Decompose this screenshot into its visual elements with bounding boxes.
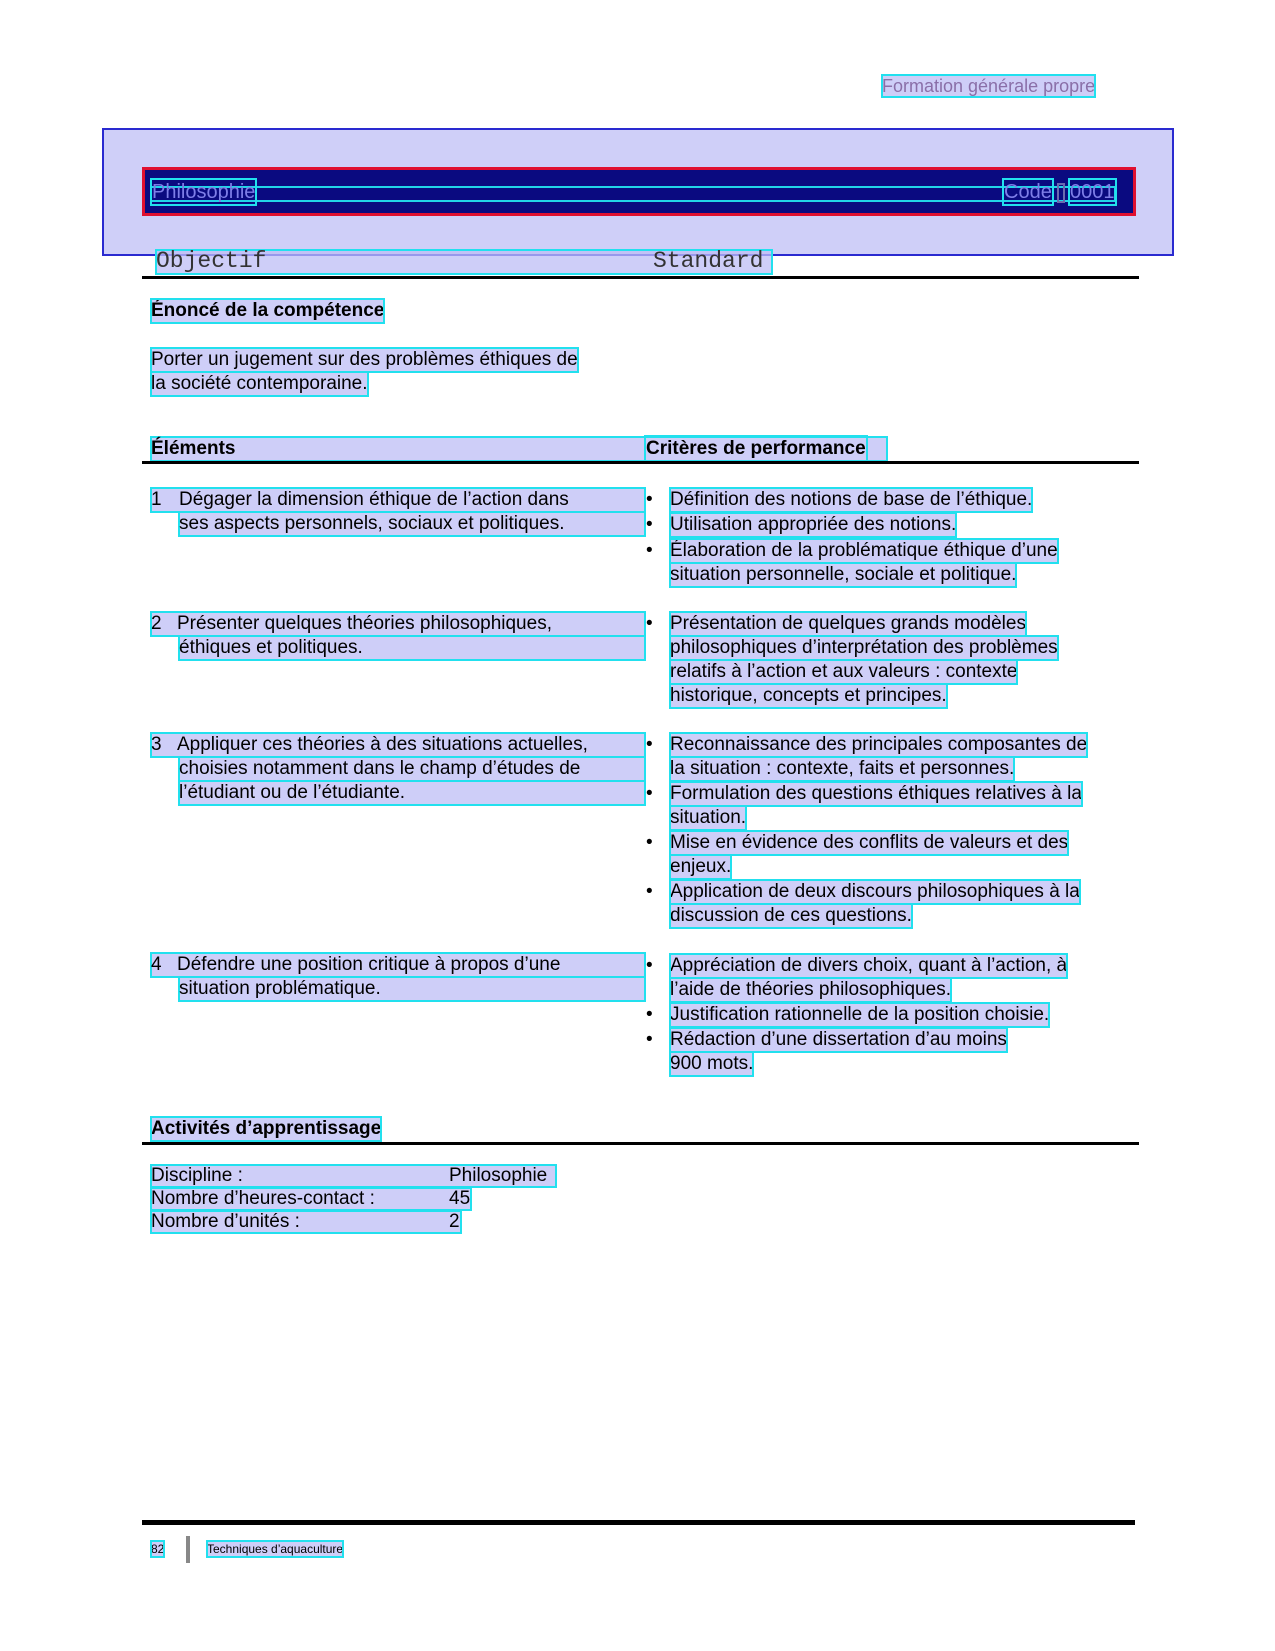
- element-3-number: 3: [151, 734, 162, 755]
- bullet-3-4: •: [646, 881, 653, 902]
- hours-label: Nombre d’heures-contact :: [151, 1188, 375, 1209]
- enonce-heading: Énoncé de la compétence: [151, 300, 385, 321]
- bullet-4-1: •: [646, 955, 653, 976]
- criterion-3-1-line-2: la situation : contexte, faits et personnes.: [670, 758, 1015, 779]
- rule-activities: [142, 1142, 1139, 1145]
- criterion-3-4-line-2: discussion de ces questions.: [670, 905, 912, 926]
- criterion-3-4-line-1: Application de deux discours philosophiques à la: [670, 881, 1080, 902]
- criterion-4-3-line-2: 900 mots.: [670, 1053, 754, 1074]
- bullet-1-3: •: [646, 540, 653, 561]
- element-1-line-1: Dégager la dimension éthique de l’action dans: [179, 489, 569, 510]
- criteres-heading: Critères de performance: [646, 438, 866, 459]
- element-3-line-3: l’étudiant ou de l’étudiante.: [179, 782, 406, 803]
- footer-page-number: 82: [151, 1542, 165, 1556]
- code-separator: [1057, 183, 1065, 203]
- bullet-4-2: •: [646, 1004, 653, 1025]
- units-value: 2: [449, 1211, 460, 1232]
- criterion-2-1-line-4: historique, concepts et principes.: [670, 685, 947, 706]
- element-4-line-2: situation problématique.: [179, 978, 381, 999]
- subject-title: Philosophie: [152, 181, 256, 203]
- bullet-4-3: •: [646, 1029, 653, 1050]
- footer-divider: [186, 1536, 190, 1563]
- bullet-1-1: •: [646, 489, 653, 510]
- discipline-value: Philosophie: [449, 1165, 548, 1186]
- objectif-label: Objectif: [156, 248, 267, 274]
- rule-table: [142, 461, 1139, 464]
- element-2-number: 2: [151, 613, 162, 634]
- criterion-1-1-line-1: Définition des notions de base de l’éthique.: [670, 489, 1033, 510]
- element-4-number: 4: [151, 954, 162, 975]
- enonce-line-2: la société contemporaine.: [151, 373, 368, 394]
- discipline-label: Discipline :: [151, 1165, 243, 1186]
- element-4-line-1: Défendre une position critique à propos d’une: [177, 954, 561, 975]
- criterion-3-1-line-1: Reconnaissance des principales composantes de: [670, 734, 1088, 755]
- running-header: Formation générale propre: [882, 76, 1096, 96]
- element-2-line-1: Présenter quelques théories philosophiques,: [177, 613, 552, 634]
- criterion-3-3-line-2: enjeux.: [670, 856, 732, 877]
- criterion-2-1-line-3: relatifs à l’action et aux valeurs : contexte: [670, 661, 1018, 682]
- element-3-line-1: Appliquer ces théories à des situations actuelles,: [177, 734, 588, 755]
- element-1-line-2: ses aspects personnels, sociaux et politiques.: [179, 513, 565, 534]
- bullet-3-1: •: [646, 734, 653, 755]
- criterion-4-1-line-2: l’aide de théories philosophiques.: [670, 979, 951, 1000]
- element-1-number: 1: [151, 489, 162, 510]
- units-label: Nombre d’unités :: [151, 1211, 300, 1232]
- activities-heading: Activités d’apprentissage: [151, 1118, 382, 1139]
- code-value: 0001: [1070, 181, 1115, 203]
- element-3-line-2: choisies notamment dans le champ d’études de: [179, 758, 581, 779]
- criterion-2-1-line-1: Présentation de quelques grands modèles: [670, 613, 1026, 634]
- footer-title: Techniques d’aquaculture: [207, 1542, 344, 1556]
- rule-top: [142, 276, 1139, 279]
- criterion-3-3-line-1: Mise en évidence des conflits de valeurs et des: [670, 832, 1069, 853]
- criterion-2-1-line-2: philosophiques d’interprétation des problèmes: [670, 637, 1058, 658]
- criterion-1-3-line-2: situation personnelle, sociale et politique.: [670, 564, 1017, 585]
- bullet-3-2: •: [646, 783, 653, 804]
- elements-heading: Éléments: [151, 438, 236, 459]
- criterion-4-2-line-1: Justification rationnelle de la position choisie.: [670, 1004, 1050, 1025]
- footer-rule: [142, 1520, 1135, 1525]
- criterion-4-3-line-1: Rédaction d’une dissertation d’au moins: [670, 1029, 1007, 1050]
- title-bar-inner-line: [150, 186, 1116, 202]
- enonce-line-1: Porter un jugement sur des problèmes éthiques de: [151, 349, 578, 370]
- criterion-1-2-line-1: Utilisation appropriée des notions.: [670, 514, 957, 535]
- criterion-1-3-line-1: Élaboration de la problématique éthique d’une: [670, 540, 1058, 561]
- bullet-2-1: •: [646, 613, 653, 634]
- element-2-line-2: éthiques et politiques.: [179, 637, 363, 658]
- hours-value: 45: [449, 1188, 471, 1209]
- criterion-3-2-line-2: situation.: [670, 807, 747, 828]
- standard-label: Standard: [653, 248, 764, 274]
- bullet-3-3: •: [646, 832, 653, 853]
- bullet-1-2: •: [646, 514, 653, 535]
- criterion-4-1-line-1: Appréciation de divers choix, quant à l’action, à: [670, 955, 1068, 976]
- code-label: Code: [1004, 181, 1052, 203]
- criterion-3-2-line-1: Formulation des questions éthiques relatives à la: [670, 783, 1082, 804]
